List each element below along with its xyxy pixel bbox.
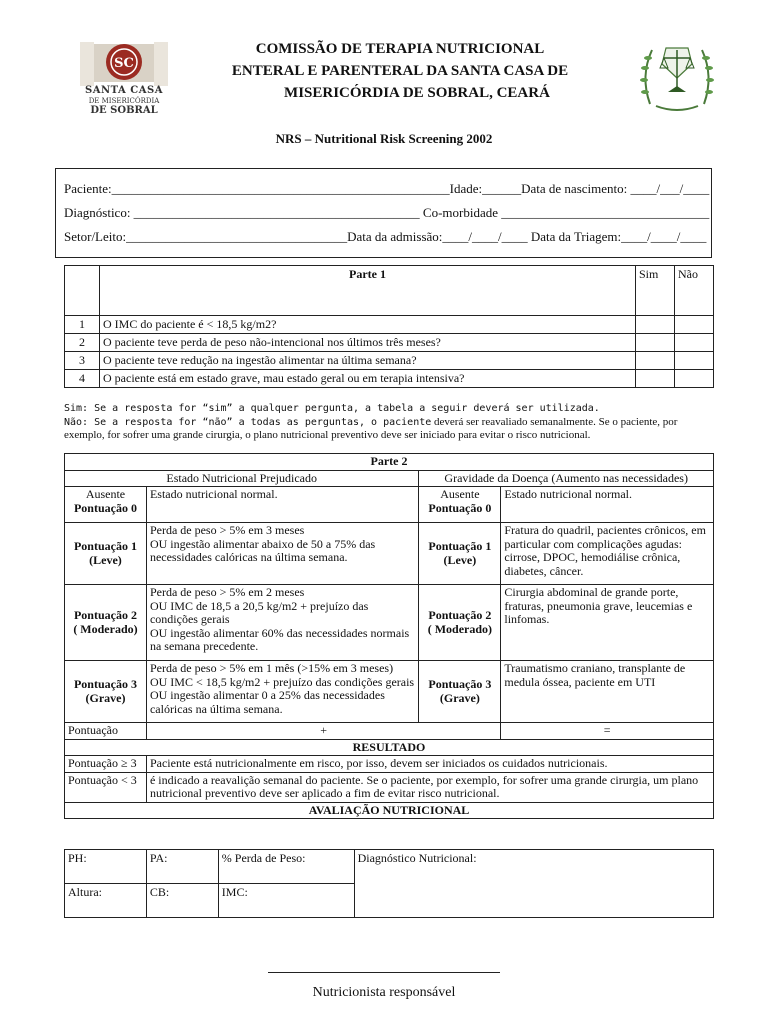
nutritional-criteria: Perda de peso > 5% em 3 meses OU ingestão alimentar abaixo de 50 a 75% das necessidades calóricas na última semana. [146,523,418,585]
diagnosis-line[interactable]: Diagnóstico: ____________________________________________ Co-morbidade ________________________________ [64,205,710,220]
avaliacao-title: AVALIAÇÃO NUTRICIONAL [65,802,714,819]
question-number: 3 [65,352,100,370]
patient-info-box [55,168,712,258]
total-score-label: Pontuação [65,723,147,740]
score-value: Pontuação 0 [73,500,137,515]
document-title [200,38,600,104]
question-text: O paciente teve perda de peso não-intencional nos últimos três meses? [100,334,636,352]
signature-label: Nutricionista responsável [312,985,456,1000]
question-number: 2 [65,334,100,352]
score-label: Pontuação 1 [428,539,492,553]
note-sim: Sim: Se a resposta for “sim” a qualquer pergunta, a tabela a seguir deverá ser utilizada. [64,403,600,414]
nrs-subtitle: NRS – Nutritional Risk Screening 2002 [275,131,493,146]
svg-text:SC: SC [114,56,134,71]
answer-sim-cell[interactable] [636,370,675,388]
sector-line[interactable]: Setor/Leito:__________________________________Data da admissão:____/____/____ Data da Triagem:____/____/____ [64,229,707,244]
score-row [65,585,714,661]
score-severity: (Grave) [439,690,480,705]
answer-nao-cell[interactable] [675,352,714,370]
question-row [65,352,714,370]
result-label-high: Pontuação ≥ 3 [65,756,147,773]
score-severity: (Leve) [89,552,122,567]
nutritional-criteria: Estado nutricional normal. [146,487,418,523]
question-number: 1 [65,316,100,334]
answer-nao-cell[interactable] [675,334,714,352]
cb-field[interactable]: CB: [146,884,218,918]
score-row [65,523,714,585]
score-label: Pontuação 2 [428,608,492,622]
patient-line[interactable]: Paciente:____________________________________________________Idade:______Data de nascimento: ____/___/____ [64,181,710,196]
title-line-3: MISERICÓRDIA DE SOBRAL, CEARÁ [284,85,550,101]
logo-line-1: SANTA CASA [85,85,163,96]
resultado-title: RESULTADO [65,739,714,756]
evaluation-table [64,849,714,918]
disease-criteria: Cirurgia abdominal de grande porte, fraturas, pneumonia grave, leucemias e linfomas. [501,585,714,661]
score-label: Ausente [85,487,126,501]
result-text-high: Paciente está nutricionalmente em risco, por isso, devem ser iniciados os cuidados nutricionais. [146,756,713,773]
score-label: Ausente [440,487,480,501]
part1-title: Parte 1 [100,266,636,316]
score-label: Pontuação 3 [73,677,137,691]
equals-cell[interactable]: = [501,723,714,740]
weight-loss-field[interactable]: % Perda de Peso: [218,850,354,884]
height-field[interactable]: Altura: [65,884,147,918]
question-text: O paciente está em estado grave, mau estado geral ou em terapia intensiva? [100,370,636,388]
title-line-2: ENTERAL E PARENTERAL DA SANTA CASA DE [231,63,569,79]
note-nao-prefix: Não: Se a resposta for “não” a todas as perguntas, o paciente [64,416,432,428]
result-label-low: Pontuação < 3 [65,772,147,802]
nutritional-diagnosis-field[interactable]: Diagnóstico Nutricional: [354,850,713,918]
part2-title: Parte 2 [65,454,714,471]
col-disease-severity: Gravidade da Doença (Aumento nas necessidades) [419,470,714,487]
score-label: Pontuação 3 [428,677,492,691]
score-label: Pontuação 1 [73,539,137,553]
answer-nao-cell[interactable] [675,370,714,388]
score-label: Pontuação 2 [73,608,137,622]
answer-sim-cell[interactable] [636,352,675,370]
question-text: O paciente teve redução na ingestão alimentar na última semana? [100,352,636,370]
imc-field[interactable]: IMC: [218,884,354,918]
plus-cell[interactable]: + [146,723,500,740]
santa-casa-logo [72,40,176,124]
logo-line-3: DE SOBRAL [90,105,158,116]
col-sim-header: Sim [636,266,675,316]
pa-field[interactable]: PA: [146,850,218,884]
score-row [65,661,714,723]
note-nao-rest: deverá ser reavaliado semanalmente. Se o paciente, por exemplo, for sofrer uma grande cirurgia, o plano nutricional preventivo deve ser iniciado para evitar o risco nutricional. [64,415,678,441]
answer-sim-cell[interactable] [636,334,675,352]
signature-line[interactable] [268,972,500,973]
disease-criteria: Traumatismo craniano, transplante de medula óssea, paciente em UTI [501,661,714,723]
nutritional-criteria: Perda de peso > 5% em 1 mês (>15% em 3 meses) OU IMC < 18,5 kg/m2 + prejuízo das condições gerais OU ingestão alimentar 0 a 25% das necessidades calóricas na última semana. [146,661,418,723]
part1-table [64,265,714,388]
score-severity: ( Moderado) [73,621,138,636]
question-number: 4 [65,370,100,388]
score-row [65,487,714,523]
answer-nao-cell[interactable] [675,316,714,334]
score-severity: ( Moderado) [427,621,493,636]
title-line-1: COMISSÃO DE TERAPIA NUTRICIONAL [255,41,545,57]
score-severity: (Grave) [85,690,126,705]
score-value: Pontuação 0 [428,500,492,515]
ph-field[interactable]: PH: [65,850,147,884]
disease-criteria: Estado nutricional normal. [501,487,714,523]
scales-of-justice-icon [636,34,718,118]
question-row [65,370,714,388]
nutritional-criteria: Perda de peso > 5% em 2 meses OU IMC de 18,5 a 20,5 kg/m2 + prejuízo das condições gerais OU ingestão alimentar 60% das necessidades normais na semana precedente. [146,585,418,661]
logo-line-2: DE MISERICÓRDIA [88,97,160,105]
question-row [65,316,714,334]
question-text: O IMC do paciente é < 18,5 kg/m2? [100,316,636,334]
justice-scale-logo [636,34,718,118]
answer-sim-cell[interactable] [636,316,675,334]
score-severity: (Leve) [443,552,477,567]
question-row [65,334,714,352]
part1-corner-cell [65,266,100,316]
disease-criteria: Fratura do quadril, pacientes crônicos, em particular com complicações agudas: cirrose, DPOC, hemodiálise crônica, diabetes, câncer. [501,523,714,585]
result-text-low: é indicado a reavalição semanal do paciente. Se o paciente, por exemplo, for sofrer uma grande cirurgia, um plano nutricional preventivo deve ser aplicado a fim de evitar risco nutricional. [146,772,713,802]
part1-notes [64,403,714,442]
part2-table [64,453,714,819]
col-nutritional-state: Estado Nutricional Prejudicado [65,470,419,487]
col-nao-header: Não [675,266,714,316]
